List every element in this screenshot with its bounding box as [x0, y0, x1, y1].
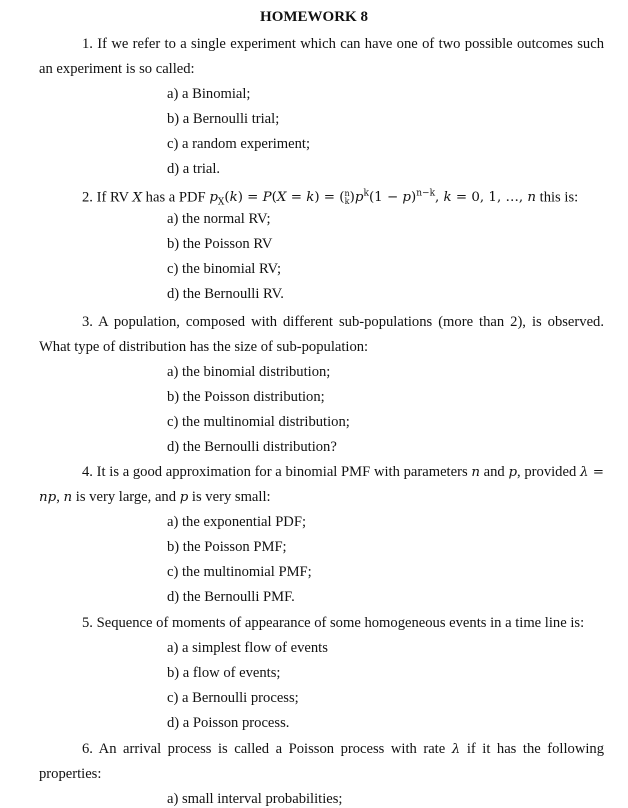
question-4-option-b: b) the Poisson PMF; [167, 539, 287, 555]
question-5-option-a: a) a simplest flow of events [167, 640, 328, 656]
binomial-pmf-formula: $p_X(k) = P(X = k) = (n$ $k)p^k(1 - p)^{n-k}$, k = 0, 1, …, n [209, 188, 536, 209]
question-1-text: 1. If we refer to a single experiment which can have one of two possible outcomes such [82, 36, 604, 52]
question-1-option-a: a) a Binomial; [167, 86, 251, 102]
question-2-option-c: c) the binomial RV; [167, 261, 282, 277]
question-4-option-c: c) the multinomial PMF; [167, 564, 312, 580]
question-5-option-b: b) a flow of events; [167, 665, 281, 681]
question-3-text: 3. A population, composed with different sub-populations (more than 2), is observed. [82, 314, 604, 330]
question-5-option-d: d) a Poisson process. [167, 715, 290, 731]
question-4-option-a: a) the exponential PDF; [167, 514, 307, 530]
question-3-option-b: b) the Poisson distribution; [167, 389, 325, 405]
question-1-text-cont: an experiment is so called: [39, 61, 195, 77]
question-4-text: 4. It is a good approximation for a binomial PMF with parameters n and p, provided λ = [82, 464, 604, 480]
question-5-option-c: c) a Bernoulli process; [167, 690, 299, 706]
question-1-option-c: c) a random experiment; [167, 136, 311, 152]
question-2-option-d: d) the Bernoulli RV. [167, 286, 284, 302]
question-2-option-b: b) the Poisson RV [167, 236, 273, 252]
question-5-text: 5. Sequence of moments of appearance of some homogeneous events in a time line is: [82, 615, 585, 631]
question-4-text-cont: np, n is very large, and p is very small: [39, 489, 271, 505]
question-2-option-a: a) the normal RV; [167, 211, 271, 227]
question-3-option-d: d) the Bernoulli distribution? [167, 439, 337, 455]
question-6-option-a: a) small interval probabilities; [167, 791, 343, 807]
question-2-text: 2. If RV X has a PDF $p_X(k) = P(X = k) = (n$ $k)p^k(1 - p)^{n-k}$, k = 0, 1, …, n this is: [82, 188, 579, 209]
question-1-option-d: d) a trial. [167, 161, 221, 177]
question-3-option-a: a) the binomial distribution; [167, 364, 331, 380]
question-6-text: 6. An arrival process is called a Poisson process with rate λ if it has the following [82, 741, 605, 757]
question-6-text-cont: properties: [39, 766, 102, 782]
question-3-text-cont: What type of distribution has the size of sub-population: [39, 339, 369, 355]
question-3-option-c: c) the multinomial distribution; [167, 414, 350, 430]
question-4-option-d: d) the Bernoulli PMF. [167, 589, 295, 605]
question-1-option-b: b) a Bernoulli trial; [167, 111, 280, 127]
page-title: HOMEWORK 8 [260, 9, 368, 25]
